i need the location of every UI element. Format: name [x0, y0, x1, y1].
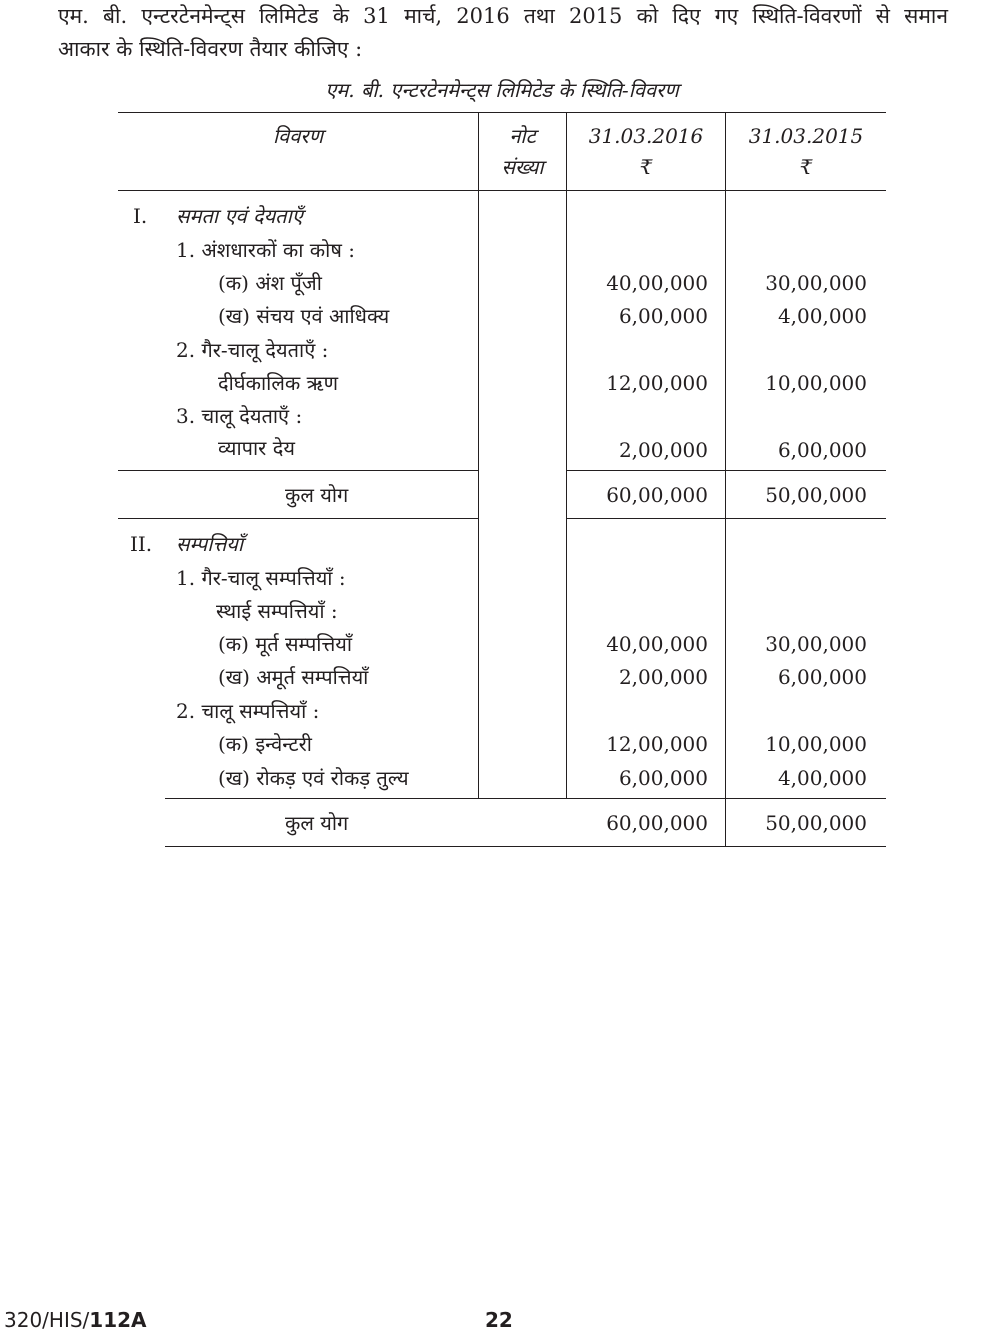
question-line-1: एम. बी. एन्टरटेनमेन्ट्स लिमिटेड के 31 मार्च, 2016 तथा 2015 को दिए गए स्थिति-विवरणों से समान	[58, 4, 948, 28]
table-row-label: 2. गैर-चालू देयताएँ :	[176, 338, 329, 362]
header-year-2015: 31.03.2015	[748, 124, 864, 148]
table-row-value-2015: 10,00,000	[765, 371, 867, 395]
section1-title: समता एवं देयताएँ	[176, 204, 303, 228]
note-column-left-rule	[478, 112, 479, 798]
header-currency-2015: ₹	[799, 155, 813, 179]
table-row-label: (क) मूर्त सम्पत्तियाँ	[218, 632, 353, 656]
table-row-value-2016: 2,00,000	[618, 438, 708, 462]
section1-total-label: कुल योग	[285, 483, 349, 507]
table-row-value-2015: 30,00,000	[765, 632, 867, 656]
section2-roman: II.	[130, 532, 153, 556]
table-row-label: दीर्घकालिक ऋण	[218, 371, 339, 395]
section2-title: सम्पत्तियाँ	[176, 532, 244, 556]
header-year-2016: 31.03.2016	[588, 124, 704, 148]
section1-total-2016: 60,00,000	[606, 483, 708, 507]
question-text	[58, 0, 948, 66]
table-row-value-2015: 30,00,000	[765, 271, 867, 295]
table-row-value-2015: 6,00,000	[777, 665, 867, 689]
section2-total-label: कुल योग	[285, 811, 349, 835]
table-row-label: 1. अंशधारकों का कोष :	[176, 238, 355, 262]
section1-total-top-rule	[118, 470, 479, 471]
table-row-value-2016: 12,00,000	[606, 732, 708, 756]
table-row-label: 1. गैर-चालू सम्पत्तियाँ :	[176, 566, 346, 590]
section2-total-top-rule	[165, 798, 886, 799]
paper-code-suffix: 112A	[89, 1308, 147, 1332]
table-row-value-2016: 6,00,000	[618, 766, 708, 790]
section2-total-2016: 60,00,000	[606, 811, 708, 835]
question-line-2: आकार के स्थिति-विवरण तैयार कीजिए :	[58, 37, 363, 61]
table-row-value-2016: 40,00,000	[606, 632, 708, 656]
table-row-value-2015: 10,00,000	[765, 732, 867, 756]
table-row-label: 2. चालू सम्पत्तियाँ :	[176, 699, 320, 723]
table-row-label: (क) अंश पूँजी	[218, 271, 322, 295]
table-caption: एम. बी. एन्टरटेनमेन्ट्स लिमिटेड के स्थिति-विवरण	[325, 78, 679, 102]
table-row-label: व्यापार देय	[218, 436, 295, 460]
table-row-value-2015: 6,00,000	[777, 438, 867, 462]
section1-roman: I.	[133, 204, 148, 228]
table-row-value-2015: 4,00,000	[777, 304, 867, 328]
table-row-value-2016: 12,00,000	[606, 371, 708, 395]
table-row-value-2015: 4,00,000	[777, 766, 867, 790]
section1-total-2015: 50,00,000	[765, 483, 867, 507]
table-row-label: स्थाई सम्पत्तियाँ :	[216, 599, 338, 623]
header-particulars: विवरण	[272, 124, 324, 148]
table-row-value-2016: 2,00,000	[618, 665, 708, 689]
section1-total-bottom-rule-amounts	[567, 518, 886, 519]
table-row-value-2016: 40,00,000	[606, 271, 708, 295]
table-row-label: (ख) संचय एवं आधिक्य	[218, 304, 390, 328]
header-note-line2: संख्या	[501, 155, 544, 179]
header-bottom-rule	[118, 190, 886, 191]
table-row-label: (क) इन्वेन्टरी	[218, 732, 312, 756]
table-row-value-2016: 6,00,000	[618, 304, 708, 328]
paper-code-prefix: 320/HIS/	[4, 1308, 90, 1332]
table-top-rule	[118, 112, 886, 113]
page-number: 22	[485, 1308, 513, 1332]
header-currency-2016: ₹	[639, 155, 653, 179]
table-row-label: (ख) अमूर्त सम्पत्तियाँ	[218, 665, 369, 689]
table-row-label: (ख) रोकड़ एवं रोकड़ तुल्य	[218, 766, 409, 790]
section1-total-top-rule-amounts	[567, 470, 886, 471]
table-bottom-rule	[165, 846, 886, 847]
table-row-label: 3. चालू देयताएँ :	[176, 404, 303, 428]
section1-total-bottom-rule	[118, 518, 479, 519]
section2-total-2015: 50,00,000	[765, 811, 867, 835]
header-note-line1: नोट	[509, 124, 536, 148]
